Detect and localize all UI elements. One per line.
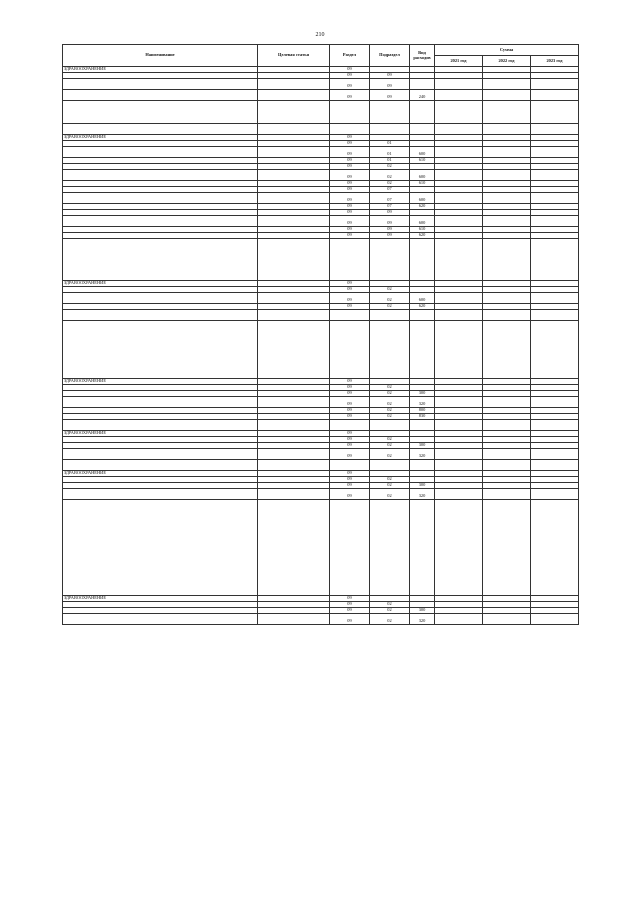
cell-expense-type	[410, 321, 435, 379]
cell-subsection: 02	[370, 443, 410, 449]
cell-code	[258, 293, 330, 304]
cell-section: 09	[330, 437, 370, 443]
cell-2022	[483, 420, 531, 431]
cell-section	[330, 460, 370, 471]
cell-section: 09	[330, 147, 370, 158]
cell-code	[258, 124, 330, 135]
cell-2021	[435, 79, 483, 90]
cell-code	[258, 101, 330, 124]
cell-2022	[483, 216, 531, 227]
cell-2021	[435, 310, 483, 321]
cell-subsection: 01	[370, 141, 410, 147]
cell-subsection: 02	[370, 437, 410, 443]
cell-section: 09	[330, 397, 370, 408]
cell-2022	[483, 239, 531, 281]
cell-subsection: 07	[370, 187, 410, 193]
cell-2021	[435, 101, 483, 124]
cell-subsection: 02	[370, 385, 410, 391]
cell-section	[330, 124, 370, 135]
cell-name	[63, 310, 258, 321]
cell-section: 09	[330, 227, 370, 233]
table-row	[63, 293, 579, 304]
cell-section	[330, 310, 370, 321]
table-row	[63, 420, 579, 431]
cell-expense-type	[410, 310, 435, 321]
cell-section: 09	[330, 79, 370, 90]
cell-name	[63, 124, 258, 135]
cell-2023	[531, 614, 579, 625]
cell-expense-type: 300	[410, 443, 435, 449]
cell-section: 09	[330, 204, 370, 210]
cell-expense-type: 600	[410, 193, 435, 204]
cell-2023	[531, 124, 579, 135]
cell-name	[63, 90, 258, 101]
cell-code	[258, 79, 330, 90]
header-section: Раздел	[330, 45, 370, 67]
header-sum: Сумма	[435, 45, 579, 56]
cell-section	[330, 101, 370, 124]
cell-2023	[531, 239, 579, 281]
table-row	[63, 193, 579, 204]
header-expense-type: Вид расходов	[410, 45, 435, 67]
cell-subsection: 02	[370, 449, 410, 460]
cell-section: 09	[330, 187, 370, 193]
cell-2023	[531, 420, 579, 431]
cell-2023	[531, 489, 579, 500]
cell-section: 09	[330, 216, 370, 227]
table-row	[63, 79, 579, 90]
cell-name	[63, 147, 258, 158]
cell-section: 09	[330, 141, 370, 147]
cell-subsection: 09	[370, 233, 410, 239]
cell-name	[63, 321, 258, 379]
cell-subsection: 01	[370, 158, 410, 164]
cell-name	[63, 500, 258, 596]
cell-expense-type: 620	[410, 233, 435, 239]
cell-subsection: 02	[370, 181, 410, 187]
cell-code	[258, 614, 330, 625]
header-code: Целевая статья	[258, 45, 330, 67]
cell-expense-type	[410, 460, 435, 471]
table-row	[63, 90, 579, 101]
cell-section: 09	[330, 414, 370, 420]
header-subsection: Подраздел	[370, 45, 410, 67]
cell-name	[63, 170, 258, 181]
cell-code	[258, 216, 330, 227]
cell-subsection	[370, 321, 410, 379]
cell-name	[63, 614, 258, 625]
table-header	[63, 45, 579, 67]
table-row	[63, 101, 579, 124]
cell-2023	[531, 449, 579, 460]
cell-2022	[483, 147, 531, 158]
cell-2023	[531, 397, 579, 408]
table-body	[63, 67, 579, 625]
cell-section: 09	[330, 477, 370, 483]
cell-code	[258, 489, 330, 500]
budget-table	[62, 44, 579, 625]
cell-2022	[483, 79, 531, 90]
table-row	[63, 614, 579, 625]
header-2023: 2023 год	[531, 56, 579, 67]
cell-name	[63, 101, 258, 124]
cell-expense-type: 600	[410, 293, 435, 304]
cell-2022	[483, 310, 531, 321]
cell-name	[63, 460, 258, 471]
cell-expense-type: 300	[410, 483, 435, 489]
cell-section: 09	[330, 293, 370, 304]
cell-section: 09	[330, 67, 370, 73]
cell-2022	[483, 397, 531, 408]
cell-code	[258, 397, 330, 408]
cell-section: 09	[330, 73, 370, 79]
cell-expense-type: 240	[410, 90, 435, 101]
table-row	[63, 170, 579, 181]
cell-subsection: 02	[370, 170, 410, 181]
cell-2021	[435, 239, 483, 281]
cell-subsection: 09	[370, 79, 410, 90]
cell-code	[258, 310, 330, 321]
cell-2023	[531, 310, 579, 321]
cell-2021	[435, 90, 483, 101]
cell-2022	[483, 449, 531, 460]
cell-code	[258, 170, 330, 181]
cell-expense-type: 320	[410, 449, 435, 460]
cell-2023	[531, 101, 579, 124]
cell-expense-type	[410, 420, 435, 431]
cell-2021	[435, 420, 483, 431]
table-row	[63, 310, 579, 321]
cell-code	[258, 449, 330, 460]
cell-subsection: 07	[370, 204, 410, 210]
cell-subsection: 02	[370, 483, 410, 489]
cell-2023	[531, 293, 579, 304]
cell-code	[258, 460, 330, 471]
cell-2023	[531, 170, 579, 181]
cell-2021	[435, 216, 483, 227]
cell-name: ЗДРАВООХРАНЕНИЕ	[63, 281, 258, 287]
cell-2022	[483, 321, 531, 379]
header-2022: 2022 год	[483, 56, 531, 67]
table-row	[63, 124, 579, 135]
cell-section: 09	[330, 193, 370, 204]
cell-section: 09	[330, 391, 370, 397]
cell-2022	[483, 489, 531, 500]
cell-subsection: 02	[370, 391, 410, 397]
cell-name	[63, 449, 258, 460]
cell-section: 09	[330, 471, 370, 477]
table-row	[63, 489, 579, 500]
cell-expense-type: 320	[410, 397, 435, 408]
cell-section: 09	[330, 287, 370, 293]
cell-section: 09	[330, 233, 370, 239]
cell-subsection	[370, 239, 410, 281]
table-row	[63, 460, 579, 471]
cell-section: 09	[330, 281, 370, 287]
cell-name: ЗДРАВООХРАНЕНИЕ	[63, 67, 258, 73]
cell-section: 09	[330, 210, 370, 216]
cell-2021	[435, 293, 483, 304]
cell-2021	[435, 193, 483, 204]
cell-expense-type: 320	[410, 614, 435, 625]
cell-name: ЗДРАВООХРАНЕНИЕ	[63, 431, 258, 437]
cell-2021	[435, 170, 483, 181]
cell-section	[330, 321, 370, 379]
cell-2023	[531, 500, 579, 596]
cell-name: ЗДРАВООХРАНЕНИЕ	[63, 596, 258, 602]
cell-code	[258, 239, 330, 281]
cell-2021	[435, 489, 483, 500]
table-row	[63, 147, 579, 158]
cell-2023	[531, 79, 579, 90]
cell-2021	[435, 147, 483, 158]
cell-section: 09	[330, 158, 370, 164]
cell-2022	[483, 460, 531, 471]
table-row	[63, 216, 579, 227]
cell-code	[258, 420, 330, 431]
cell-subsection: 02	[370, 489, 410, 500]
table-row	[63, 449, 579, 460]
cell-name: ЗДРАВООХРАНЕНИЕ	[63, 471, 258, 477]
cell-expense-type: 600	[410, 216, 435, 227]
cell-2022	[483, 500, 531, 596]
cell-subsection	[370, 420, 410, 431]
cell-2022	[483, 124, 531, 135]
cell-2021	[435, 397, 483, 408]
cell-code	[258, 147, 330, 158]
cell-code	[258, 90, 330, 101]
cell-2021	[435, 124, 483, 135]
cell-subsection: 09	[370, 73, 410, 79]
cell-subsection: 02	[370, 408, 410, 414]
cell-name	[63, 216, 258, 227]
cell-2022	[483, 614, 531, 625]
cell-expense-type	[410, 124, 435, 135]
cell-section: 09	[330, 170, 370, 181]
cell-subsection: 02	[370, 287, 410, 293]
cell-expense-type: 610	[410, 227, 435, 233]
cell-section: 09	[330, 379, 370, 385]
cell-expense-type: 620	[410, 304, 435, 310]
cell-name	[63, 193, 258, 204]
cell-section: 09	[330, 596, 370, 602]
cell-code	[258, 321, 330, 379]
cell-section: 09	[330, 90, 370, 101]
cell-2023	[531, 90, 579, 101]
cell-subsection	[370, 460, 410, 471]
cell-name	[63, 397, 258, 408]
cell-2021	[435, 321, 483, 379]
cell-subsection: 09	[370, 210, 410, 216]
cell-expense-type	[410, 79, 435, 90]
cell-section: 09	[330, 608, 370, 614]
cell-section	[330, 239, 370, 281]
cell-code	[258, 500, 330, 596]
cell-subsection: 01	[370, 147, 410, 158]
cell-expense-type: 610	[410, 158, 435, 164]
cell-code	[258, 193, 330, 204]
cell-section: 09	[330, 489, 370, 500]
cell-2022	[483, 101, 531, 124]
cell-section	[330, 500, 370, 596]
cell-subsection: 02	[370, 602, 410, 608]
cell-subsection: 02	[370, 397, 410, 408]
table-row	[63, 239, 579, 281]
cell-section: 09	[330, 614, 370, 625]
cell-expense-type	[410, 500, 435, 596]
cell-2021	[435, 500, 483, 596]
cell-section: 09	[330, 385, 370, 391]
cell-subsection: 09	[370, 227, 410, 233]
cell-section: 09	[330, 135, 370, 141]
cell-section: 09	[330, 164, 370, 170]
cell-section: 09	[330, 408, 370, 414]
cell-subsection	[370, 124, 410, 135]
cell-subsection: 02	[370, 608, 410, 614]
cell-2023	[531, 193, 579, 204]
cell-expense-type: 830	[410, 414, 435, 420]
cell-expense-type: 620	[410, 204, 435, 210]
cell-name: ЗДРАВООХРАНЕНИЕ	[63, 379, 258, 385]
cell-section: 09	[330, 443, 370, 449]
cell-expense-type: 600	[410, 170, 435, 181]
cell-2021	[435, 460, 483, 471]
cell-2023	[531, 321, 579, 379]
cell-subsection: 07	[370, 193, 410, 204]
cell-subsection: 09	[370, 216, 410, 227]
cell-2022	[483, 170, 531, 181]
cell-expense-type: 320	[410, 489, 435, 500]
cell-section	[330, 420, 370, 431]
cell-2023	[531, 147, 579, 158]
cell-section: 09	[330, 602, 370, 608]
cell-expense-type: 600	[410, 147, 435, 158]
cell-subsection: 02	[370, 293, 410, 304]
cell-section: 09	[330, 449, 370, 460]
cell-name: ЗДРАВООХРАНЕНИЕ	[63, 135, 258, 141]
cell-section: 09	[330, 483, 370, 489]
cell-expense-type: 800	[410, 408, 435, 414]
cell-subsection	[370, 310, 410, 321]
cell-subsection: 02	[370, 304, 410, 310]
cell-section: 09	[330, 304, 370, 310]
cell-subsection: 09	[370, 90, 410, 101]
cell-subsection: 02	[370, 414, 410, 420]
cell-name	[63, 420, 258, 431]
cell-expense-type: 300	[410, 391, 435, 397]
cell-subsection	[370, 500, 410, 596]
cell-expense-type	[410, 101, 435, 124]
cell-name	[63, 489, 258, 500]
header-2021: 2021 год	[435, 56, 483, 67]
cell-name	[63, 239, 258, 281]
cell-2022	[483, 193, 531, 204]
cell-subsection: 02	[370, 164, 410, 170]
cell-2023	[531, 460, 579, 471]
cell-section: 09	[330, 431, 370, 437]
cell-2022	[483, 90, 531, 101]
cell-2021	[435, 449, 483, 460]
cell-expense-type: 610	[410, 181, 435, 187]
cell-subsection: 02	[370, 477, 410, 483]
cell-expense-type: 300	[410, 608, 435, 614]
table-row	[63, 321, 579, 379]
header-name: Наименование	[63, 45, 258, 67]
table-row	[63, 500, 579, 596]
cell-name	[63, 293, 258, 304]
cell-2023	[531, 216, 579, 227]
cell-2022	[483, 293, 531, 304]
cell-section: 09	[330, 181, 370, 187]
cell-2021	[435, 614, 483, 625]
cell-subsection	[370, 101, 410, 124]
cell-subsection: 02	[370, 614, 410, 625]
table-row	[63, 397, 579, 408]
page-number: 210	[315, 32, 325, 38]
cell-name	[63, 79, 258, 90]
cell-expense-type	[410, 239, 435, 281]
